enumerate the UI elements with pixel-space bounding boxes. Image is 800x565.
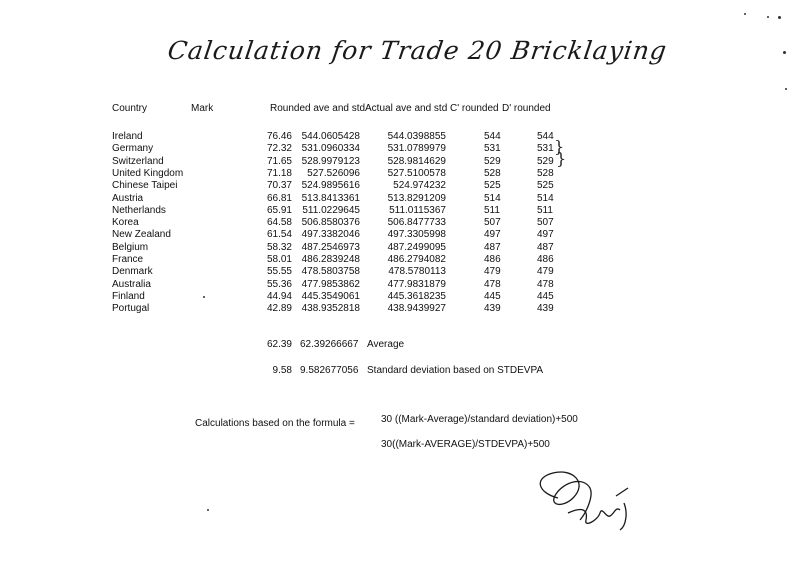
country-cell: France [112,254,144,265]
rounded-cell: 486.2839248 [301,254,360,265]
scan-speck [785,88,787,90]
header-c-rounded: C' rounded [450,103,499,114]
d-rounded-cell: 544 [537,131,554,142]
actual-cell: 528.9814629 [387,155,446,167]
mark-cell: 76.46 [266,131,292,142]
average-mark: 62.39 [266,339,292,350]
c-rounded-cell: 487 [484,241,501,253]
stddev-mark: 9.58 [272,365,292,376]
rounded-cell: 528.9979123 [301,155,360,167]
country-cell: Ireland [112,131,143,142]
country-cell: Austria [112,192,144,204]
d-rounded-cell: 439 [537,303,554,315]
mark-cell: 72.32 [266,143,292,155]
actual-cell: 477.9831879 [387,278,446,290]
header-mark: Mark [191,103,214,114]
c-rounded-cell: 478 [484,278,501,290]
actual-cell: 438.9439927 [387,303,446,315]
c-rounded-cell: 479 [484,266,501,278]
c-rounded-cell: 528 [484,167,501,179]
rounded-cell: 511.0229645 [302,204,360,216]
mark-cell: 58.32 [266,241,292,253]
actual-cell: 544.0398855 [387,131,446,142]
c-rounded-cell: 486 [484,254,501,265]
c-rounded-cell: 529 [484,155,501,167]
rounded-cell: 531.0960334 [301,143,360,155]
mark-cell: 65.91 [266,204,292,216]
actual-cell: 445.3618235 [387,290,446,302]
stddev-label: Standard deviation based on STDEVPA [367,365,544,376]
mark-cell: 44.94 [266,290,292,302]
country-cell: Australia [112,278,151,290]
c-rounded-cell: 445 [484,290,501,302]
table-row [0,193,800,205]
d-rounded-cell: 507 [537,217,554,229]
d-rounded-cell: 479 [537,266,554,278]
rounded-cell: 445.3549061 [301,290,360,302]
d-rounded-cell: 511 [537,204,553,216]
signature [528,458,648,538]
scan-speck [203,296,205,298]
table-row [0,303,800,315]
country-cell: Korea [112,217,139,229]
d-rounded-cell: 445 [537,290,554,302]
mark-cell: 66.81 [266,192,292,204]
table-row [0,205,800,217]
handwritten-brace-mark: } [556,149,567,168]
rounded-cell: 477.9853862 [301,278,360,290]
rounded-cell: 527.526096 [307,167,360,179]
country-cell: Portugal [112,303,150,315]
d-rounded-cell: 528 [537,167,554,179]
c-rounded-cell: 544 [484,131,501,142]
country-cell: United Kingdom [112,167,184,179]
rounded-cell: 438.9352818 [301,303,360,315]
table-row [0,217,800,229]
mark-cell: 55.36 [266,278,292,290]
scan-speck [744,13,746,15]
actual-cell: 513.8291209 [387,192,446,204]
d-rounded-cell: 529 [537,155,554,167]
header-rounded-ave-std: Rounded ave and std [270,103,366,114]
c-rounded-cell: 525 [484,180,501,192]
table-row [0,279,800,291]
mark-cell: 42.89 [266,303,292,315]
rounded-cell: 524.9895616 [301,180,360,192]
average-value: 62.39266667 [300,339,359,350]
actual-cell: 478.5780113 [388,266,446,278]
actual-cell: 487.2499095 [387,241,446,253]
scan-speck [207,509,209,511]
c-rounded-cell: 507 [484,217,501,229]
table-row [0,254,800,266]
header-actual-ave-std: Actual ave and std [365,103,448,114]
table-row [0,180,800,192]
country-cell: Netherlands [112,204,166,216]
mark-cell: 61.54 [266,229,292,241]
page-title: Calculation for Trade 20 Bricklaying [165,36,670,65]
d-rounded-cell: 478 [537,278,554,290]
d-rounded-cell: 487 [537,241,554,253]
actual-cell: 511.0115367 [389,204,446,216]
actual-cell: 527.5100578 [387,167,446,179]
d-rounded-cell: 531 [537,143,554,155]
actual-cell: 531.0789979 [387,143,446,155]
formula-label: Calculations based on the formula = [195,418,355,429]
c-rounded-cell: 514 [484,192,501,204]
mark-cell: 70.37 [266,180,292,192]
d-rounded-cell: 497 [537,229,554,241]
formula-text: 30 ((Mark-Average)/standard deviation)+500 [381,414,578,425]
scan-speck [767,16,769,18]
country-cell: Denmark [112,266,153,278]
average-label: Average [367,339,405,350]
d-rounded-cell: 486 [537,254,554,265]
table-row [0,131,800,143]
c-rounded-cell: 511 [484,204,500,216]
table-row [0,143,800,155]
country-cell: New Zealand [112,229,171,241]
actual-cell: 486.2794082 [387,254,446,265]
c-rounded-cell: 439 [484,303,501,315]
table-row [0,242,800,254]
country-cell: Belgium [112,241,149,253]
mark-cell: 58.01 [266,254,292,265]
rounded-cell: 497.3382046 [301,229,360,241]
mark-cell: 55.55 [266,266,292,278]
d-rounded-cell: 514 [537,192,554,204]
header-d-rounded: D' rounded [502,103,551,114]
actual-cell: 497.3305998 [387,229,446,241]
header-country: Country [112,103,148,114]
rounded-cell: 478.5803758 [301,266,360,278]
formula-excel: 30((Mark-AVERAGE)/STDEVPA)+500 [381,439,550,450]
rounded-cell: 487.2546973 [301,241,360,253]
table-row [0,156,800,168]
mark-cell: 71.18 [266,167,292,179]
country-cell: Germany [112,143,154,155]
rounded-cell: 513.8413361 [301,192,360,204]
table-row [0,168,800,180]
country-cell: Finland [112,290,145,302]
stddev-value: 9.582677056 [300,365,359,376]
actual-cell: 524.974232 [393,180,446,192]
c-rounded-cell: 497 [484,229,501,241]
rounded-cell: 544.0605428 [301,131,360,142]
mark-cell: 71.65 [266,155,292,167]
actual-cell: 506.8477733 [387,217,446,229]
rounded-cell: 506.8580376 [301,217,360,229]
country-cell: Switzerland [112,155,164,167]
c-rounded-cell: 531 [484,143,501,155]
country-cell: Chinese Taipei [112,180,178,192]
mark-cell: 64.58 [266,217,292,229]
handwritten-brace-mark: } [554,137,565,156]
table-row [0,266,800,278]
table-row [0,229,800,241]
d-rounded-cell: 525 [537,180,554,192]
scan-speck [783,51,786,54]
scan-speck [778,16,781,19]
table-row [0,291,800,303]
